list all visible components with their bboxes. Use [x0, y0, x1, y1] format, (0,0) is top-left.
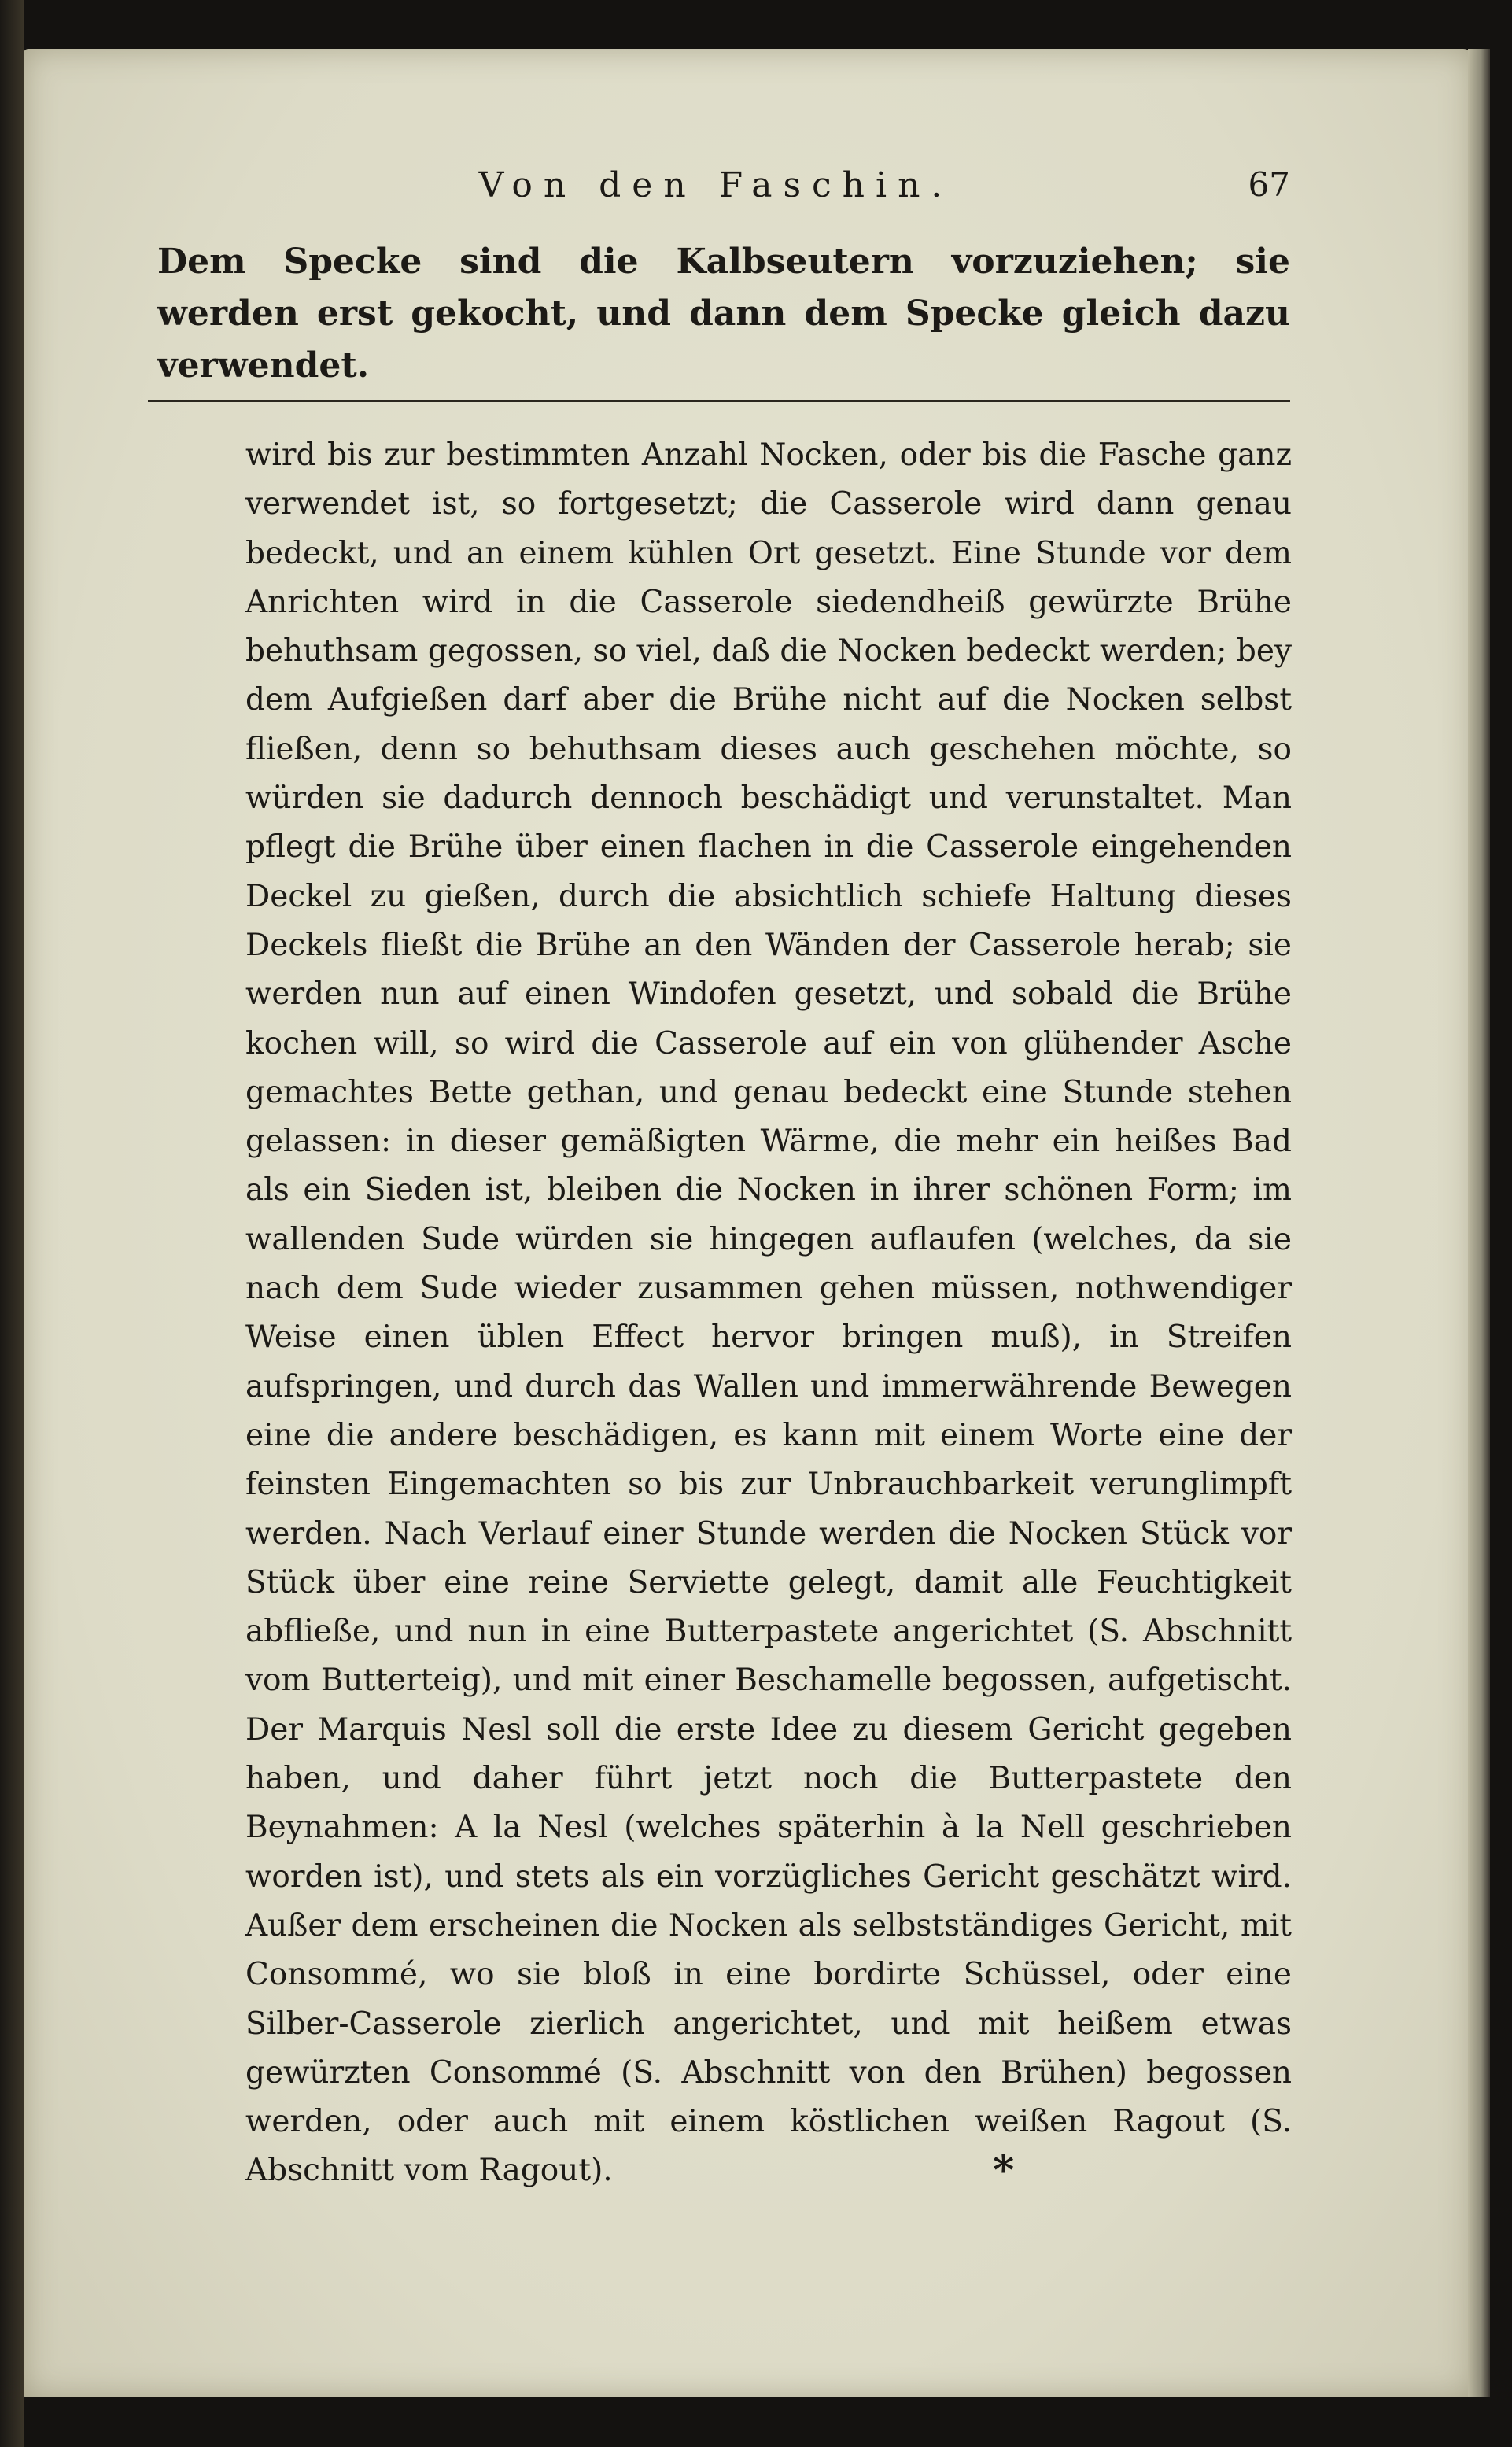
page-header: [142, 165, 1290, 212]
body-text: [245, 431, 1292, 2196]
page-number: 67: [1248, 165, 1290, 204]
catchword-asterisk: *: [993, 2146, 1015, 2194]
binding-edge: [0, 0, 24, 2447]
running-head: Von den Faschin.: [478, 165, 953, 205]
footnote-rule: [148, 400, 1290, 402]
page-fore-edge: [1468, 49, 1490, 2397]
body-paragraph: wird bis zur bestimmten Anzahl Nocken, oder bis die Fasche ganz verwendet ist, so fortgesetzt; die Casserole wird dann genau bedeckt, und an einem kühlen Ort gesetzt. Eine Stunde vor dem Anrichten wird in die Casserole siedendheiß gewürzte Brühe behuthsam gegossen, so viel, daß die Nocken bedeckt werden; bey dem Aufgießen darf aber die Brühe nicht auf die Nocken selbst fließen, denn so behuthsam dieses auch geschehen möchte, so würden sie dadurch dennoch beschädigt und verunstaltet. Man pflegt die Brühe über einen flachen in die Casserole eingehenden Deckel zu gießen, durch die absichtlich schiefe Haltung dieses Deckels fließt die Brühe an den Wänden der Casserole herab; sie werden nun auf einen Windofen gesetzt, und sobald die Brühe kochen will, so wird die Casserole auf ein von glühender Asche gemachtes Bette gethan, und genau bedeckt eine Stunde stehen gelassen: in dieser gemäßigten Wärme, die mehr ein heißes Bad als ein Sieden ist, bleiben die Nocken in ihrer schönen Form; im wallenden Sude würden sie hingegen auflaufen (welches, da sie nach dem Sude wieder zusammen gehen müssen, nothwendiger Weise einen üblen Effect hervor bringen muß), in Streifen aufspringen, und durch das Wallen und immerwährende Bewegen eine die andere beschädigen, es kann mit einem Worte eine der feinsten Eingemachten so bis zur Unbrauchbarkeit verunglimpft werden. Nach Verlauf einer Stunde werden die Nocken Stück vor Stück über eine reine Serviette gelegt, damit alle Feuchtigkeit abfließe, und nun in eine Butterpastete angerichtet (S. Abschnitt vom Butterteig), und mit einer Beschamelle begossen, aufgetischt. Der Marquis Nesl soll die erste Idee zu diesem Gericht gegeben haben, und daher führt jetzt noch die Butterpastete den Beynahmen: A la Nesl (welches späterhin à la Nell geschrieben worden ist), und stets als ein vorzügliches Gericht geschätzt wird. Außer dem erscheinen die Nocken als selbstständiges Gericht, mit Consommé, wo sie bloß in eine bordirte Schüssel, oder eine Silber-Casserole zierlich angerichtet, und mit heißem etwas gewürzten Consommé (S. Abschnitt von den Brühen) begossen werden, oder auch mit einem köstlichen weißen Ragout (S. Abschnitt vom Ragout).: [245, 437, 1292, 2189]
footnote: Dem Specke sind die Kalbseutern vorzuziehen; sie werden erst gekocht, und dann dem Specke gleich dazu verwendet.: [157, 242, 1290, 386]
